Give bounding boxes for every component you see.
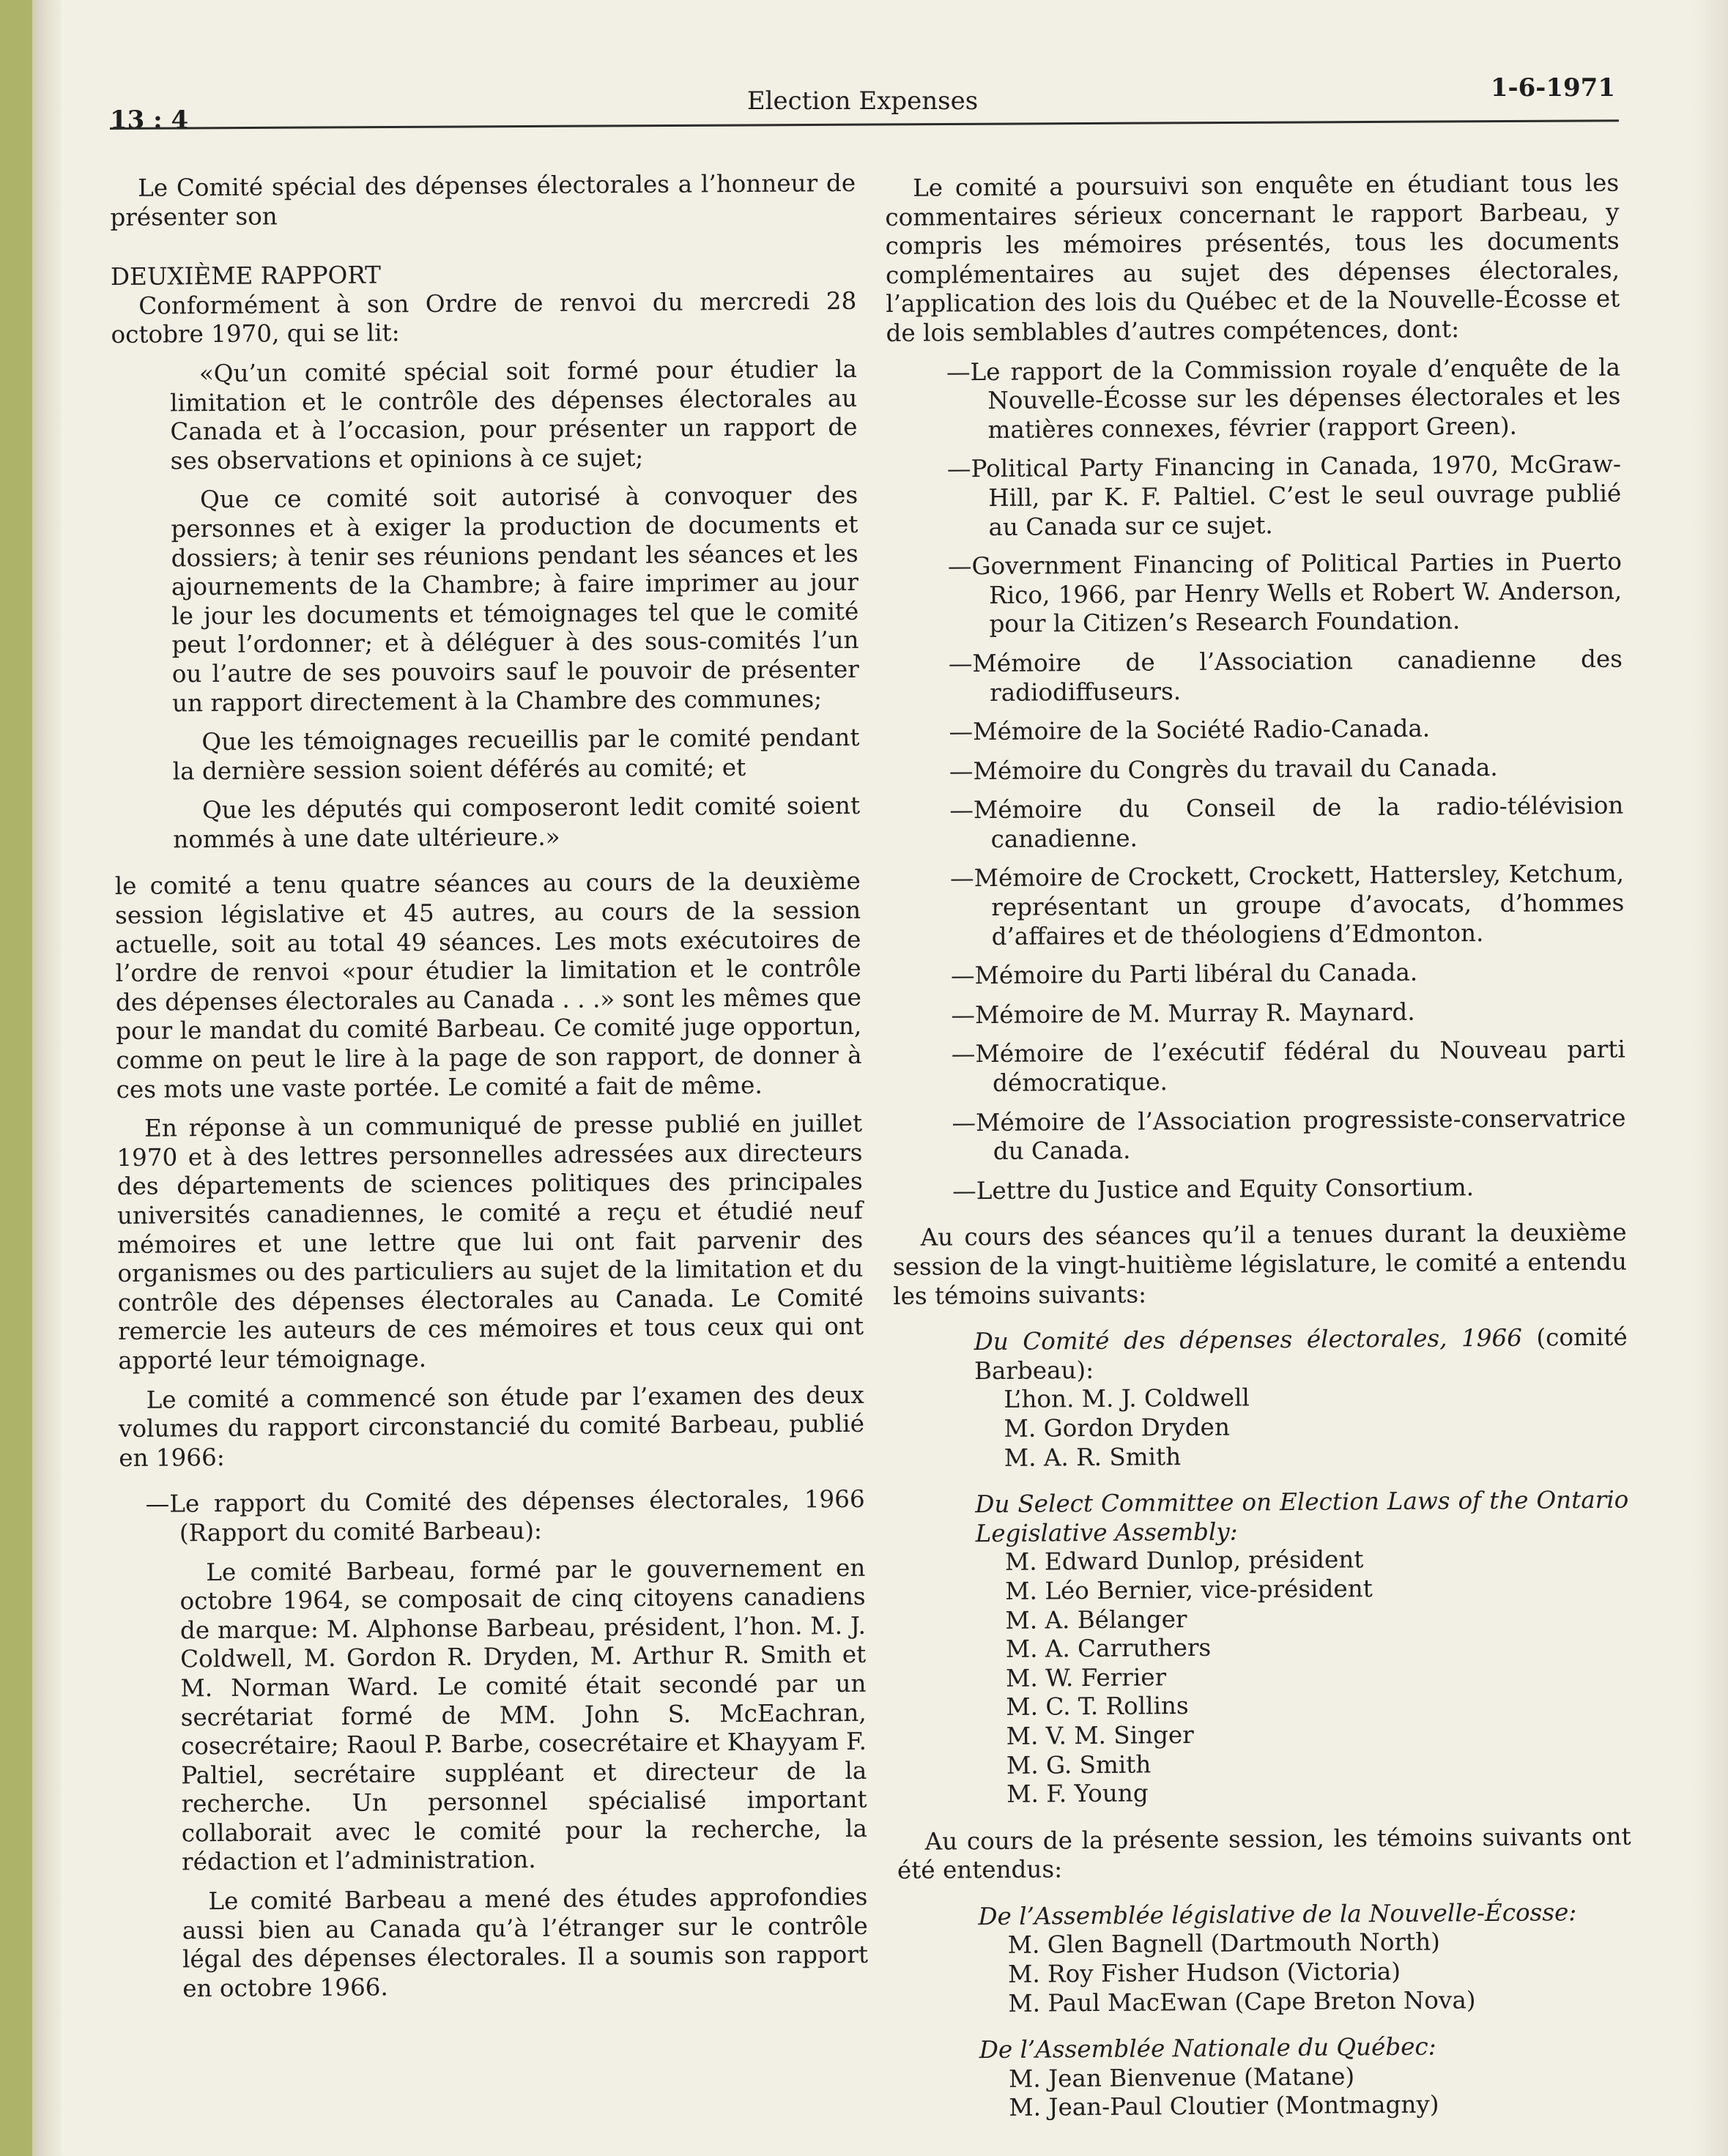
witness-group-nova-scotia (897, 1897, 1632, 2019)
witness-name: M. Léo Bernier, vice-président (1005, 1575, 1373, 1605)
page-shadow (1691, 0, 1728, 2156)
witness-name: M. Jean-Paul Cloutier (Montmagny) (1009, 2090, 1439, 2122)
left-column (110, 169, 868, 2004)
witness-name: M. Glen Bagnell (Dartmouth North) (1007, 1928, 1440, 1960)
witness-name: M. G. Smith (1006, 1750, 1152, 1780)
witness-name: M. V. M. Singer (1006, 1720, 1194, 1750)
witness-group-ontario (894, 1486, 1631, 1810)
barbeau-paragraph: Le comité Barbeau, formé par le gouvernement en octobre 1964, se composait de cinq citoyens canadiens de marque: M. Alphonse Barbeau, président, l’hon. M. J. Coldwell, M. Gordon R. Dryden, M. Arthur R. Smith et M. Norman Ward. Le comité était secondé par un secrétariat formé de MM. John S. McEachran, cosecrétaire; Raoul P. Barbe, cosecrétaire et Khayyam F. Paltiel, secrétaire suppléant et directeur de la recherche. Un personnel spécialisé important collaborait avec le comité pour la recherche, la rédaction et l’administration. (179, 1553, 867, 1876)
list-item: —Lettre du Justice and Equity Consortium. (952, 1172, 1475, 1205)
witness-name: M. W. Ferrier (1005, 1662, 1167, 1692)
witness-name: M. A. Bélanger (1005, 1605, 1187, 1635)
list-item: —Mémoire du Congrès du travail du Canada. (949, 753, 1498, 786)
witness-group-title-suffix: (comité Barbeau): (974, 1323, 1628, 1385)
quote-paragraph: Que les témoignages recueillis par le comité pendant la dernière session soient déférés au comité; et (172, 723, 860, 786)
witness-name: M. Roy Fisher Hudson (Victoria) (1007, 1957, 1401, 1988)
witness-group-barbeau (894, 1323, 1628, 1473)
witness-group-title: De l’Assemblée Nationale du Québec: (979, 2032, 1436, 2064)
current-session-intro: Au cours de la présente session, les témoins suivants ont été entendus: (897, 1822, 1631, 1885)
barbeau-paragraph: Le comité Barbeau a mené des études approfondies aussi bien au Canada qu’à l’étranger sur le contrôle légal des dépenses électorales. Il a soumis son rapport en octobre 1966. (182, 1882, 869, 2003)
quote-paragraph: «Qu’un comité spécial soit formé pour étudier la limitation et le contrôle des dépenses électorales au Canada et à l’occasion, pour présenter un rapport de ses observations et opinions à ce sujet; (170, 354, 858, 475)
witness-name: M. Edward Dunlop, président (1004, 1545, 1364, 1577)
witness-group-title: De l’Assemblée législative de la Nouvelle-Écosse: (978, 1898, 1577, 1931)
report-intro: Le Comité spécial des dépenses électorales a l’honneur de présenter son (110, 168, 856, 231)
list-item: —Mémoire de l’Association progressiste-conservatrice du Canada. (952, 1104, 1626, 1166)
witness-name: M. A. R. Smith (1004, 1442, 1182, 1472)
inquiry-intro: Le comité a poursuivi son enquête en étudiant tous les commentaires sérieux concernant le rapport Barbeau, y compris les mémoires présentés, tous les documents complémentaires au sujet des dépenses électorales, l’application des lois du Québec et de la Nouvelle-Écosse et de lois semblables d’autres compétences, dont: (885, 168, 1620, 347)
witness-name: M. F. Young (1006, 1779, 1149, 1808)
documents-list (886, 353, 1626, 1206)
list-item: —Le rapport de la Commission royale d’enquête de la Nouvelle-Écosse sur les dépenses électorales et les matières connexes, février (rapport Green). (946, 353, 1621, 444)
list-item: —Le rapport du Comité des dépenses électorales, 1966 (Rapport du comité Barbeau): (145, 1485, 865, 1547)
list-item: —Mémoire de l’exécutif fédéral du Nouveau parti démocratique. (951, 1036, 1625, 1097)
list-item: —Political Party Financing in Canada, 1970, McGraw-Hill, par K. F. Paltiel. C’est le seul ouvrage publié au Canada sur ce sujet. (946, 450, 1622, 541)
right-column (885, 169, 1633, 2124)
witness-name: M. A. Carruthers (1005, 1633, 1212, 1663)
witness-group-title: Du Comité des dépenses électorales, 1966 (974, 1323, 1523, 1356)
running-title: Election Expenses (746, 86, 979, 116)
report-heading: DEUXIÈME RAPPORT (110, 261, 382, 291)
witness-name: M. Gordon Dryden (1004, 1413, 1231, 1443)
list-item: —Mémoire de la Société Radio-Canada. (949, 714, 1431, 746)
witness-group-title: Du Select Committee on Election Laws of the Ontario Legislative Assembly: (975, 1485, 1629, 1547)
witness-name: M. Paul MacEwan (Cape Breton Nova) (1008, 1985, 1476, 2018)
list-item: —Government Financing of Political Parties in Puerto Rico, 1966, par Henry Wells et Robert W. Anderson, pour la Citizen’s Research Foundation. (947, 547, 1623, 639)
list-item: —Mémoire du Parti libéral du Canada. (950, 958, 1418, 990)
binding-stripe (0, 0, 32, 2156)
witness-name: M. C. T. Rollins (1006, 1692, 1189, 1722)
page-number: 13 : 4 (110, 105, 189, 135)
witness-group-quebec (899, 2032, 1634, 2124)
list-item: —Mémoire de Crockett, Crockett, Hattersley, Ketchum, représentant un groupe d’avocats, d’hommes d’affaires et de théologiens d’Edmonton. (949, 860, 1625, 951)
order-of-reference-quote (111, 355, 861, 855)
order-of-reference-intro: Conformément à son Ordre de renvoi du mercredi 28 octobre 1970, qui se lit: (111, 286, 857, 349)
second-session-intro: Au cours des séances qu’il a tenues durant la deuxième session de la vingt-huitième législature, le comité a entendu les témoins suivants: (892, 1219, 1628, 1310)
quote-paragraph: Que ce comité soit autorisé à convoquer des personnes et à exiger la production de documents et dossiers; à tenir ses réunions pendant les séances et les ajournements de la Chambre; à faire imprimer au jour le jour les documents et témoignages tel que le comité peut l’ordonner; et à déléguer à des sous-comités l’un ou l’autre de ses pouvoirs sauf le pouvoir de présenter un rapport directement à la Chambre des communes; (171, 481, 859, 717)
header-date: 1-6-1971 (1490, 73, 1615, 103)
study-paragraph: Le comité a commencé son étude par l’examen des deux volumes du rapport circonstancié du comité Barbeau, publié en 1966: (118, 1380, 865, 1472)
list-item: —Mémoire de l’Association canadienne des radiodiffuseurs. (948, 644, 1623, 707)
page-gutter-edge (32, 0, 62, 2156)
list-item: —Mémoire du Conseil de la radio-télévision canadienne. (949, 791, 1624, 853)
barbeau-report-item (119, 1485, 869, 2004)
sessions-paragraph: le comité a tenu quatre séances au cours de la deuxième session législative et 45 autres, au cours de la session actuelle, soit au total 49 séances. Les mots exécutoires de l’ordre de renvoi «pour étudier la limitation et le contrôle des dépenses électorales au Canada . . .» sont les mêmes que pour le mandat du comité Barbeau. Ce comité juge opportun, comme on peut le lire à la page de son rapport, de donner à ces mots une vaste portée. Le comité a fait de même. (114, 867, 862, 1104)
press-paragraph: En réponse à un communiqué de presse publié en juillet 1970 et à des lettres personnelles adressées aux directeurs des départements de sciences politiques des principales universités canadiennes, le comité a reçu et étudié neuf mémoires et une lettre que lui ont fait parvenir des organismes ou des particuliers au sujet de la limitation et du contrôle des dépenses électorales au Canada. Le Comité remercie les auteurs de ces mémoires et tous ceux qui ont apporté leur témoignage. (116, 1109, 864, 1375)
quote-paragraph: Que les députés qui composeront ledit comité soient nommés à une date ultérieure.» (173, 792, 861, 854)
list-item: —Mémoire de M. Murray R. Maynard. (951, 997, 1415, 1030)
witness-name: M. Jean Bienvenue (Matane) (1008, 2062, 1355, 2093)
witness-name: L’hon. M. J. Coldwell (1004, 1383, 1250, 1414)
